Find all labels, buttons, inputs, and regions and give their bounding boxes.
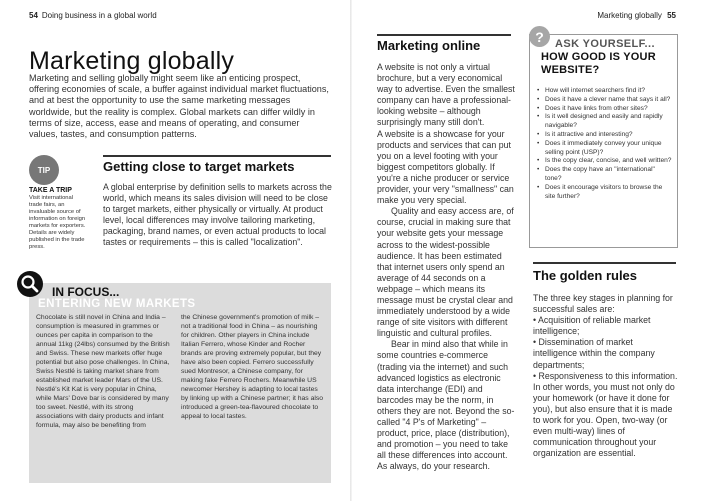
list-item: • Is the copy clear, concise, and well written? xyxy=(537,157,672,165)
left-page-header xyxy=(29,11,157,20)
in-focus-label: IN FOCUS... xyxy=(52,285,120,299)
list-item: • Is it well designed and easily and rapidly navigable? xyxy=(537,113,663,130)
page-title: Marketing globally xyxy=(29,46,235,75)
marketing-online-paragraph: Bear in mind also that while in some countries e-commerce (trading via the internet) and such advanced logistics as electronic data interchange (EDI) and barcodes may be the norm, in others they are not. Beyond the so-called "4 P's of Marketing" – product, price, place (distribution), and promotion – you need to take all these differences into account. As always, do your research. xyxy=(377,339,515,472)
golden-rules-heading: The golden rules xyxy=(533,268,638,283)
tip-badge xyxy=(29,155,59,185)
ask-yourself-question: HOW GOOD IS YOUR WEBSITE? xyxy=(541,51,656,76)
left-page-number: 54 xyxy=(29,11,38,20)
right-running-head: Marketing globally xyxy=(597,11,662,20)
section-rule xyxy=(533,262,676,264)
question-mark-icon: ? xyxy=(529,26,550,47)
page-gutter xyxy=(350,0,352,501)
list-item: • Is it attractive and interesting? xyxy=(537,130,633,138)
marketing-online-paragraph: Quality and easy access are, of course, crucial in making sure that your website gets your message across to the widest-possible audience. It has been estimated that internet users only spend an average of 44 seconds on a webpage – which means its message must be crystal clear and immediately understood by a wide range of site visitors with different linguistic and cultural profiles. xyxy=(377,206,514,339)
tip-badge-label: TIP xyxy=(37,165,51,175)
list-item: • Does it have links from other sites? xyxy=(537,104,648,112)
golden-rules-body: The three key stages in planning for successful sales are: • Acquisition of reliable market intelligence; • Dissemination of market intelligence within the company departments; • Responsiveness to this information. In other words, you must not only do your homework (or have it done for you), but also ensure that it is made to work for you. Open, two-way (or even multi-way) lines of communication throughout your organization are essential. xyxy=(533,293,678,459)
section-rule xyxy=(103,155,331,157)
ask-yourself-list xyxy=(537,87,673,201)
marketing-online-paragraph: A website is a showcase for your products and services that can put you on a level footing with your biggest competitors globally. If you're a niche producer or service provider, your very "smallness" can make you very special. xyxy=(377,128,514,206)
list-item: • Does the copy have an "international" tone? xyxy=(537,166,655,182)
left-running-head: Doing business in a global world xyxy=(41,11,157,20)
intro-paragraph: Marketing and selling globally might seem like an enticing prospect, offering economies of scale, a buffer against individual market fluctuations, and at best the opportunity to use the same marketing messages worldwide, but the reality is complex. Global markets can differ wildly in terms of size, access, ease and means of operating, and consumer values, tastes, and consumption patterns. xyxy=(29,73,329,140)
list-item: • Does it have a clever name that says it all? xyxy=(537,95,671,103)
ask-yourself-label: ASK YOURSELF... xyxy=(555,38,655,50)
in-focus-column-2: the Chinese government's promotion of milk – not a traditional food in China – as nourishing for children. Other players in China include Italian Ferrero, whose Kinder and Rocher brands are proving extremely popular, but they have also been copied. Ferrero successfully sued Montresor, a Chinese company, for making fake Ferrero Rochers. Meanwhile US newcomer Hershey is adapting to local tastes by linking up with a Chinese partner; it has also introduced a green-tea-flavoured chocolate to appeal to local tastes. xyxy=(181,314,324,420)
section-rule xyxy=(377,34,511,36)
right-page-number: 55 xyxy=(667,11,676,20)
in-focus-column-1: Chocolate is still novel in China and India – consumption is measured in grammes or ounces per capita in comparison to the annual 11kg (24lbs) consumed by the British and Swiss. These new markets offer huge potential but also pose challenges. In China, Swiss Nestlé is taking market share from established market leader Mars of the US. Nestlé's Kit Kat is very popular in China, while Mars' Dove bar is considered by many too sweet. Nestlé, with its strong associations with dairy products and infant formula, may also be benefiting from xyxy=(36,314,170,429)
list-item: • Does it encourage visitors to browse the site further? xyxy=(537,183,663,200)
marketing-online-paragraph: A website is not only a virtual brochure, but a very economical way to advertise. Even the smallest company can have a professional-looking website – although surprisingly many still don't. xyxy=(377,62,515,128)
list-item: • How will internet searchers find it? xyxy=(537,87,646,94)
tip-heading: TAKE A TRIP xyxy=(29,187,72,194)
close-markets-heading: Getting close to target markets xyxy=(103,159,295,174)
list-item: • Does it immediately convey your unique selling point (USP)? xyxy=(537,139,662,156)
close-markets-body: A global enterprise by definition sells to markets across the world, which means its sales division will need to be close to target markets, either physically or virtually. At product level, local differences may involve tailoring marketing, packaging, brand names, or even actual products to local tastes or requirements – this is called "localization". xyxy=(103,182,332,248)
marketing-online-heading: Marketing online xyxy=(377,38,481,53)
tip-body: Visit international trade fairs, an invaluable source of information on foreign markets for exporters. Details are widely published in the trade press. xyxy=(29,195,86,250)
marketing-online-body xyxy=(377,62,517,472)
magnifier-icon xyxy=(17,271,43,297)
in-focus-subtitle: ENTERING NEW MARKETS xyxy=(38,298,196,310)
right-page-header xyxy=(597,11,676,20)
